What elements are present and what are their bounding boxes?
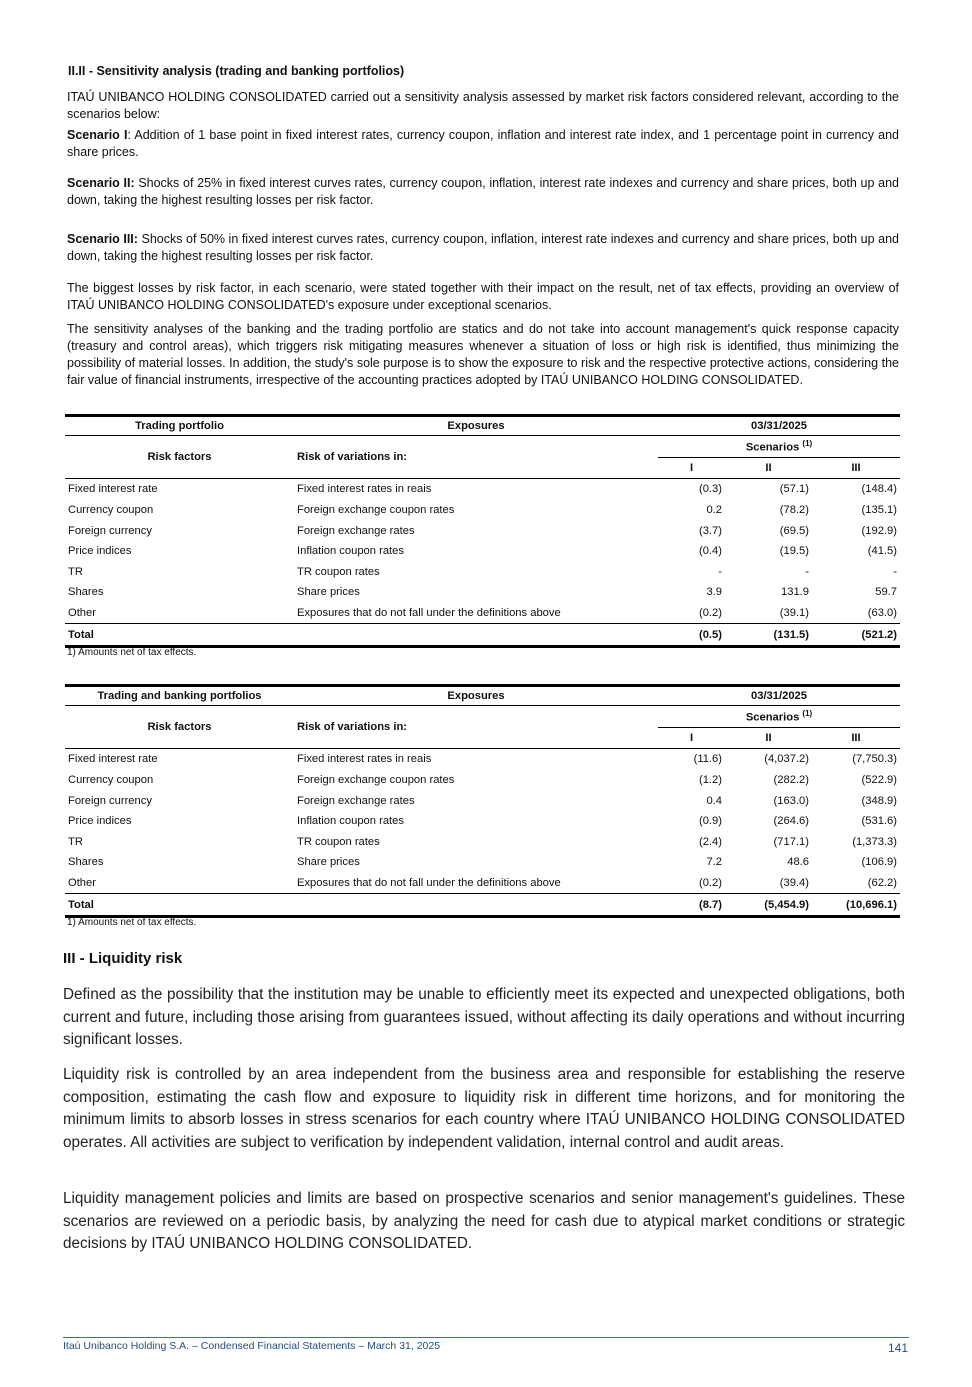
col-scenario-3: III xyxy=(812,727,900,749)
total-value: (0.5) xyxy=(658,624,725,647)
risk-variations-header: Risk of variations in: xyxy=(294,706,658,749)
scenario-text: Shocks of 50% in fixed interest curves rates, currency coupon, inflation, interest rate indexes and currency and share prices, both up and down, taking the highest resulting losses per risk factor. xyxy=(67,232,899,263)
col-scenario-1: I xyxy=(658,727,725,749)
scenario-value-cell: (0.2) xyxy=(698,877,722,890)
risk-variation-cell: Share prices xyxy=(297,586,360,599)
scenario-value-cell: (1.2) xyxy=(698,774,722,787)
scenario-value-cell: (39.4) xyxy=(779,877,809,890)
liquidity-paragraph: Defined as the possibility that the institution may be unable to efficiently meet its expected and unexpected obligations, both current and future, including those arising from guarantees issued, without affecting its daily operations and without incurring significant losses. xyxy=(63,986,905,1048)
exposures-header: Exposures xyxy=(294,686,658,706)
risk-factor-cell: Other xyxy=(68,877,96,890)
scenario-value-cell: (41.5) xyxy=(867,545,897,558)
risk-factor-cell: Foreign currency xyxy=(68,524,152,537)
scenario-value-cell: - xyxy=(718,565,722,578)
total-label: Total xyxy=(65,624,294,647)
table-row xyxy=(65,603,900,624)
footer-text: Itaú Unibanco Holding S.A. – Condensed Financial Statements – March 31, 2025 xyxy=(63,1340,441,1352)
trading-banking-portfolios-table xyxy=(65,684,900,918)
liquidity-paragraph: Liquidity management policies and limits are based on prospective scenarios and senior management's guidelines. These scenarios are reviewed on a periodic basis, by analyzing the need for cash due to atypical market conditions or strategic decisions by ITAÚ UNIBANCO HOLDING CONSOLIDATED. xyxy=(63,1190,905,1252)
scenario-value-cell: (11.6) xyxy=(693,753,722,766)
scenario-value-cell: (62.2) xyxy=(867,877,897,890)
risk-factor-cell: TR xyxy=(68,565,83,578)
risk-factor-cell: Currency coupon xyxy=(68,774,154,787)
scenario-value-cell: (192.9) xyxy=(861,524,897,537)
scenario-value-cell: (57.1) xyxy=(779,483,809,496)
total-label: Total xyxy=(65,894,294,917)
col-scenario-3: III xyxy=(812,457,900,479)
col-scenario-1: I xyxy=(658,457,725,479)
total-row xyxy=(65,894,900,917)
risk-factor-cell: Fixed interest rate xyxy=(68,753,158,766)
scenario-value-cell: (0.4) xyxy=(698,545,722,558)
table-row xyxy=(65,811,900,832)
total-row xyxy=(65,624,900,647)
scenario-2-paragraph xyxy=(67,175,899,209)
scenario-value-cell: (1,373.3) xyxy=(852,835,897,848)
risk-factor-cell: Currency coupon xyxy=(68,504,154,517)
losses-paragraph: The biggest losses by risk factor, in each scenario, were stated together with their impact on the result, net of tax effects, providing an overview of ITAÚ UNIBANCO HOLDING CONSOLIDATED's exposure under exceptional scenarios. xyxy=(67,281,899,312)
table-row xyxy=(65,749,900,770)
table-row xyxy=(65,562,900,583)
scenario-value-cell: (69.5) xyxy=(779,524,809,537)
scenario-value-cell: (0.3) xyxy=(698,483,722,496)
risk-factor-cell: Price indices xyxy=(68,545,132,558)
scenario-text: Addition of 1 base point in fixed interest rates, currency coupon, inflation and interest rate index, and 1 percentage point in currency and share prices. xyxy=(67,128,899,159)
table-row xyxy=(65,479,900,500)
scenario-text: Shocks of 25% in fixed interest curves rates, currency coupon, inflation, interest rate indexes and currency and share prices, both up and down, taking the highest resulting losses per risk factor. xyxy=(67,176,899,207)
scenario-label: Scenario III: xyxy=(67,232,138,246)
risk-variation-cell: Foreign exchange coupon rates xyxy=(297,774,455,787)
liquidity-paragraph: Liquidity risk is controlled by an area independent from the business area and responsible for establishing the reserve composition, estimating the cash flow and exposure to liquidity risk in different time horizons, and for monitoring the minimum limits to absorb losses in stress scenarios for each country where ITAÚ UNIBANCO HOLDING CONSOLIDATED operates. All activities are subject to verification by independent validation, internal control and audit areas. xyxy=(63,1066,905,1151)
scenario-label: Scenario I xyxy=(67,128,128,142)
scenario-value-cell: - xyxy=(893,565,897,578)
risk-variation-cell: TR coupon rates xyxy=(297,835,380,848)
col-scenario-2: II xyxy=(725,457,812,479)
scenarios-header: Scenarios $^{(1)}$ xyxy=(658,706,900,728)
intro-paragraph: ITAÚ UNIBANCO HOLDING CONSOLIDATED carried out a sensitivity analysis assessed by market risk factors considered relevant, according to the scenarios below: xyxy=(67,90,899,121)
risk-variation-cell: Fixed interest rates in reais xyxy=(297,483,432,496)
risk-variations-header: Risk of variations in: xyxy=(294,436,658,479)
risk-factor-cell: Shares xyxy=(68,856,104,869)
scenario-value-cell: (4,037.2) xyxy=(764,753,809,766)
scenario-value-cell: (531.6) xyxy=(861,815,897,828)
total-value: (8.7) xyxy=(658,894,725,917)
scenario-value-cell: (3.7) xyxy=(698,524,722,537)
table-row xyxy=(65,520,900,541)
scenario-value-cell: (78.2) xyxy=(779,504,809,517)
risk-variation-cell: Foreign exchange coupon rates xyxy=(297,504,455,517)
table-row xyxy=(65,541,900,562)
risk-variation-cell: Fixed interest rates in reais xyxy=(297,753,432,766)
scenario-label: Scenario II: xyxy=(67,176,135,190)
total-value: (5,454.9) xyxy=(725,894,812,917)
risk-variation-cell: Foreign exchange rates xyxy=(297,794,415,807)
risk-variation-cell: Exposures that do not fall under the definitions above xyxy=(297,607,561,620)
scenario-value-cell: (7,750.3) xyxy=(852,753,897,766)
scenario-value-cell: (148.4) xyxy=(861,483,897,496)
col-scenario-2: II xyxy=(725,727,812,749)
risk-variation-cell: Inflation coupon rates xyxy=(297,815,404,828)
risk-factors-header: Risk factors xyxy=(65,706,294,749)
scenario-value-cell: (717.1) xyxy=(773,835,809,848)
risk-variation-cell: Foreign exchange rates xyxy=(297,524,415,537)
scenario-value-cell: 0.4 xyxy=(706,794,722,807)
page-number: 141 xyxy=(887,1341,908,1355)
table-note: 1) Amounts net of tax effects. xyxy=(67,647,197,658)
scenario-value-cell: (106.9) xyxy=(861,856,897,869)
scenario-value-cell: (0.2) xyxy=(698,607,722,620)
risk-factor-cell: TR xyxy=(68,835,83,848)
scenario-value-cell: (282.2) xyxy=(773,774,809,787)
table-row xyxy=(65,873,900,894)
scenario-value-cell: (348.9) xyxy=(861,794,897,807)
risk-variation-cell: Share prices xyxy=(297,856,360,869)
date-header: 03/31/2025 xyxy=(658,686,900,706)
risk-factor-cell: Shares xyxy=(68,586,104,599)
scenario-value-cell: (522.9) xyxy=(861,774,897,787)
scenario-value-cell: (39.1) xyxy=(779,607,809,620)
scenario-value-cell: (264.6) xyxy=(773,815,809,828)
scenario-value-cell: 48.6 xyxy=(787,856,809,869)
risk-factor-cell: Fixed interest rate xyxy=(68,483,158,496)
footer-divider xyxy=(63,1337,909,1338)
table-row xyxy=(65,852,900,873)
total-value: (131.5) xyxy=(725,624,812,647)
scenario-value-cell: 59.7 xyxy=(875,586,897,599)
scenario-value-cell: (135.1) xyxy=(861,504,897,517)
table-row xyxy=(65,500,900,521)
liquidity-risk-title: III - Liquidity risk xyxy=(63,950,183,967)
sensitivity-paragraph: The sensitivity analyses of the banking and the trading portfolio are statics and do not take into account management's quick response capacity (treasury and control areas), which triggers risk mitigating measures whenever a situation of loss or high risk is identified, thus minimizing the possibility of material losses. In addition, the study's sole purpose is to show the exposure to risk and the respective protective actions, considering the fair value of financial instruments, irrespective of the accounting practices adopted by ITAÚ UNIBANCO HOLDING CONSOLIDATED. xyxy=(67,322,899,387)
scenarios-header: Scenarios $^{(1)}$ xyxy=(658,436,900,458)
risk-variation-cell: TR coupon rates xyxy=(297,565,380,578)
risk-factors-header: Risk factors xyxy=(65,436,294,479)
scenario-value-cell: - xyxy=(805,565,809,578)
risk-factor-cell: Price indices xyxy=(68,815,132,828)
table-row xyxy=(65,770,900,791)
table-title: Trading and banking portfolios xyxy=(65,686,294,706)
risk-factor-cell: Other xyxy=(68,607,96,620)
scenario-value-cell: 131.9 xyxy=(781,586,809,599)
table-row xyxy=(65,790,900,811)
section-title: II.II - Sensitivity analysis (trading and banking portfolios) xyxy=(68,64,405,78)
scenario-3-paragraph xyxy=(67,231,899,265)
scenario-value-cell: 7.2 xyxy=(706,856,722,869)
exposures-header: Exposures xyxy=(294,416,658,436)
date-header: 03/31/2025 xyxy=(658,416,900,436)
table-row xyxy=(65,582,900,603)
scenario-value-cell: (163.0) xyxy=(773,794,809,807)
risk-variation-cell: Exposures that do not fall under the definitions above xyxy=(297,877,561,890)
scenario-value-cell: 0.2 xyxy=(706,504,722,517)
trading-portfolio-table xyxy=(65,414,900,648)
scenario-value-cell: (2.4) xyxy=(698,835,722,848)
scenario-value-cell: 3.9 xyxy=(706,586,722,599)
risk-variation-cell: Inflation coupon rates xyxy=(297,545,404,558)
scenario-1-paragraph: Scenario I: Addition of 1 base point in fixed interest rates, currency coupon, inflation and interest rate index, and 1 percentage point in currency and share prices. xyxy=(67,128,899,159)
table-note: 1) Amounts net of tax effects. xyxy=(67,917,197,928)
scenario-value-cell: (0.9) xyxy=(698,815,722,828)
total-value: (10,696.1) xyxy=(812,894,900,917)
table-title: Trading portfolio xyxy=(65,416,294,436)
risk-factor-cell: Foreign currency xyxy=(68,794,152,807)
scenario-value-cell: (19.5) xyxy=(779,545,809,558)
total-value: (521.2) xyxy=(812,624,900,647)
table-row xyxy=(65,832,900,853)
scenario-value-cell: (63.0) xyxy=(867,607,897,620)
